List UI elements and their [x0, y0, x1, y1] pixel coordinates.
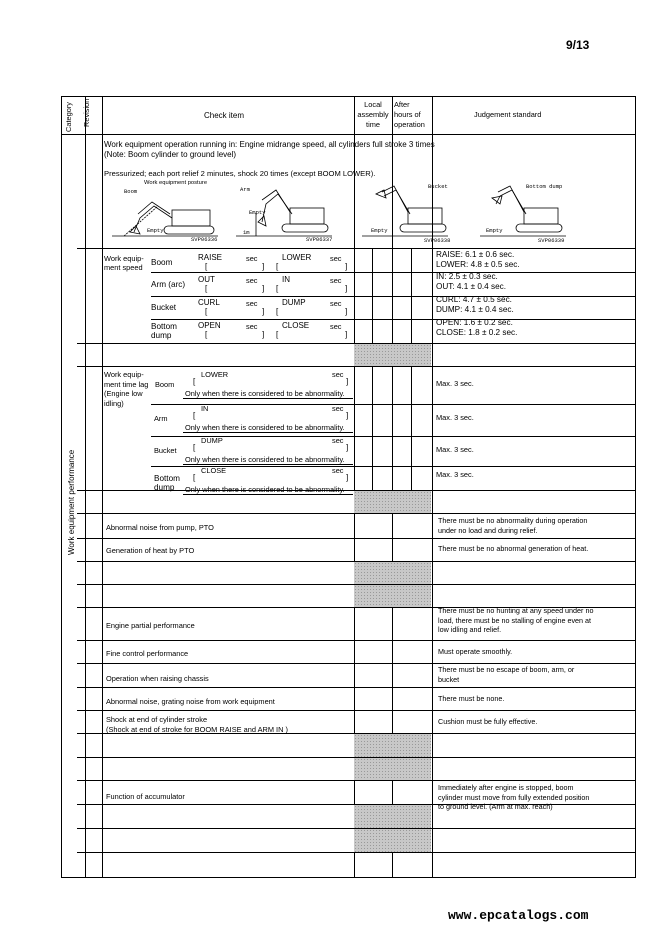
row-rule [77, 248, 636, 249]
shaded-cell [354, 585, 431, 607]
shaded-cell [354, 805, 431, 828]
side-label: Work equipment performance [67, 449, 76, 555]
speed-item-name: Bottom dump [151, 322, 177, 340]
note-underline [183, 494, 353, 495]
speed-op1: CURL [198, 298, 220, 307]
diagram-title-arm: Arm [240, 186, 250, 193]
shaded-cell [354, 562, 431, 584]
lag-standard: Max. 3 sec. [436, 413, 474, 422]
diagram-code: SVP06339 [538, 237, 565, 244]
shaded-cell [354, 734, 431, 757]
speed-sec: sec [246, 254, 258, 263]
diagram-empty-label: Empty [147, 227, 164, 234]
note-underline [183, 464, 353, 465]
speed-standard-1: IN: 2.5 ± 0.3 sec. [436, 272, 498, 281]
bracket-close: ] [345, 307, 348, 316]
diagram-title-bottom-dump: Bottom dump [526, 183, 563, 190]
lag-op: IN [201, 404, 209, 413]
judgement-standard-text: Immediately after engine is stopped, boom cylinder must move from fully extended position to ground level. (Arm at max. reach) [438, 783, 590, 812]
shaded-cell [354, 758, 431, 780]
check-item-text: Abnormal noise from pump, PTO [106, 523, 214, 532]
check-item-text: Function of accumulator [106, 792, 185, 801]
bracket-close: ] [345, 284, 348, 293]
subrow-rule [151, 296, 636, 297]
lag-op: CLOSE [201, 466, 227, 475]
subcol-rule [411, 366, 412, 490]
excavator-bucket-diagram [362, 186, 448, 236]
subrow-rule [151, 436, 636, 437]
bracket-close: ] [346, 411, 349, 420]
row-rule [77, 538, 636, 539]
lag-note: Only when there is considered to be abnormality. [185, 485, 345, 494]
bracket-open: [ [276, 307, 279, 316]
speed-sec: sec [246, 276, 258, 285]
speed-sec: sec [246, 299, 258, 308]
speed-sec: sec [330, 299, 342, 308]
speed-sec: sec [330, 322, 342, 331]
bracket-close: ] [262, 307, 265, 316]
bracket-close: ] [346, 377, 349, 386]
check-item-text: Abnormal noise, grating noise from work equipment [106, 697, 275, 706]
bracket-close: ] [345, 330, 348, 339]
speed-item-name: Arm (arc) [151, 280, 186, 289]
row-rule [77, 852, 636, 853]
posture-caption: Work equipment posture [144, 180, 208, 186]
judgement-standard-text: There must be no abnormal generation of heat. [438, 544, 589, 553]
speed-op2: CLOSE [282, 321, 310, 330]
speed-op2: IN [282, 275, 290, 284]
page-number: 9/13 [566, 38, 590, 52]
speed-standard-1: RAISE: 6.1 ± 0.6 sec. [436, 250, 515, 259]
speed-op2: LOWER [282, 253, 312, 262]
diagram-code: SVP06336 [191, 236, 218, 243]
lag-note: Only when there is considered to be abnormality. [185, 455, 345, 464]
diagram-code: SVP06337 [306, 236, 333, 243]
speed-op2: DUMP [282, 298, 306, 307]
lag-sec: sec [332, 370, 344, 379]
header-category: Category [64, 102, 73, 132]
bracket-open: [ [193, 473, 196, 482]
diagram-title-boom: Boom [124, 188, 138, 195]
row-rule [77, 687, 636, 688]
lag-sec: sec [332, 404, 344, 413]
bracket-open: [ [205, 284, 208, 293]
bracket-open: [ [276, 284, 279, 293]
judgement-standard-text: There must be no escape of boom, arm, or bucket [438, 665, 575, 684]
shaded-cell [354, 491, 431, 513]
bracket-open: [ [276, 262, 279, 271]
lag-standard: Max. 3 sec. [436, 379, 474, 388]
bracket-open: [ [193, 377, 196, 386]
check-item-text: Fine control performance [106, 649, 189, 658]
excavator-bottom-dump-diagram [480, 186, 566, 236]
intro-line-2: (Note: Boom cylinder to ground level) [104, 150, 237, 159]
speed-standard-2: DUMP: 4.1 ± 0.4 sec. [436, 305, 514, 314]
subcol-rule [372, 248, 373, 343]
lag-op: DUMP [201, 436, 223, 445]
intro-line-1: Work equipment operation running in: Engine midrange speed, all cylinders full stroke 3 times [104, 140, 435, 149]
speed-sec: sec [330, 254, 342, 263]
judgement-standard-text: Cushion must be fully effective. [438, 717, 538, 726]
subrow-rule [151, 272, 636, 273]
subrow-rule [151, 404, 636, 405]
subrow-rule [151, 319, 636, 320]
header-after-hours: After hours of operation [394, 100, 425, 129]
shaded-cell [354, 829, 431, 852]
subcol-rule [411, 248, 412, 343]
shaded-cell [354, 344, 431, 366]
bracket-open: [ [205, 262, 208, 271]
speed-standard-1: CURL: 4.7 ± 0.5 sec. [436, 295, 512, 304]
timelag-label: Work equip- ment time lag (Engine low idling) [104, 370, 149, 408]
bracket-close: ] [346, 473, 349, 482]
header-check-item: Check item [204, 111, 245, 120]
bracket-close: ] [262, 284, 265, 293]
intro-line-3: Pressurized; each port relief 2 minutes, shock 20 times (except BOOM LOWER). [104, 169, 376, 178]
bracket-open: [ [276, 330, 279, 339]
judgement-standard-text: There must be no abnormality during operation under no load and during relief. [438, 516, 588, 535]
speed-standard-1: OPEN: 1.6 ± 0.2 sec. [436, 318, 513, 327]
speed-label: Work equip- ment speed [104, 254, 144, 272]
header-local-assembly-time: Local assembly time [357, 100, 389, 129]
lag-item-name: Boom [155, 380, 175, 389]
watermark: www.epcatalogs.com [448, 908, 589, 923]
bracket-close: ] [346, 443, 349, 452]
speed-op1: RAISE [198, 253, 223, 262]
bracket-open: [ [193, 411, 196, 420]
check-item-text: Shock at end of cylinder stroke (Shock at end of stroke for BOOM RAISE and ARM IN ) [106, 715, 288, 734]
speed-op1: OUT [198, 275, 215, 284]
lag-sec: sec [332, 436, 344, 445]
row-rule [77, 780, 636, 781]
bracket-open: [ [205, 307, 208, 316]
row-rule [77, 366, 636, 367]
row-rule [77, 640, 636, 641]
lag-sec: sec [332, 466, 344, 475]
speed-standard-2: OUT: 4.1 ± 0.4 sec. [436, 282, 507, 291]
speed-op1: OPEN [198, 321, 221, 330]
bracket-close: ] [262, 262, 265, 271]
diagram-empty-label: Empty [371, 227, 388, 234]
lag-op: LOWER [201, 370, 229, 379]
speed-item-name: Boom [151, 258, 173, 267]
bracket-open: [ [205, 330, 208, 339]
bracket-close: ] [262, 330, 265, 339]
speed-standard-2: LOWER: 4.8 ± 0.5 sec. [436, 260, 520, 269]
judgement-standard-text: There must be none. [438, 694, 505, 703]
row-rule [77, 663, 636, 664]
diagram-empty-label: Empty [486, 227, 503, 234]
row-rule [77, 710, 636, 711]
lag-item-name: Bottom dump [154, 474, 180, 492]
lag-item-name: Arm [154, 414, 168, 423]
bracket-open: [ [193, 443, 196, 452]
diagram-empty-label: Empty [249, 209, 266, 216]
diagram-title-bucket: Bucket [428, 183, 448, 190]
note-underline [183, 432, 353, 433]
header-revision: Revision [82, 98, 91, 127]
bracket-close: ] [345, 262, 348, 271]
lag-note: Only when there is considered to be abnormality. [185, 389, 345, 398]
speed-sec: sec [330, 276, 342, 285]
note-underline [183, 398, 353, 399]
lag-item-name: Bucket [154, 446, 177, 455]
row-rule [77, 134, 636, 135]
lag-standard: Max. 3 sec. [436, 470, 474, 479]
check-item-text: Operation when raising chassis [106, 674, 209, 683]
lag-standard: Max. 3 sec. [436, 445, 474, 454]
judgement-standard-text: Must operate smoothly. [438, 647, 513, 656]
excavator-arm-diagram [236, 190, 332, 236]
diagram-code: SVP06338 [424, 237, 451, 244]
diagram-1m-label: 1m [243, 229, 250, 236]
subcol-rule [372, 366, 373, 490]
speed-sec: sec [246, 322, 258, 331]
header-judgement-standard: Judgement standard [474, 110, 542, 119]
speed-standard-2: CLOSE: 1.8 ± 0.2 sec. [436, 328, 518, 337]
check-item-text: Engine partial performance [106, 621, 195, 630]
row-rule [77, 513, 636, 514]
excavator-boom-diagram [112, 202, 218, 236]
lag-note: Only when there is considered to be abnormality. [185, 423, 345, 432]
speed-item-name: Bucket [151, 303, 177, 312]
judgement-standard-text: There must be no hunting at any speed under no load, there must be no stalling of engine even at low idling and relief. [438, 606, 594, 635]
check-item-text: Generation of heat by PTO [106, 546, 195, 555]
